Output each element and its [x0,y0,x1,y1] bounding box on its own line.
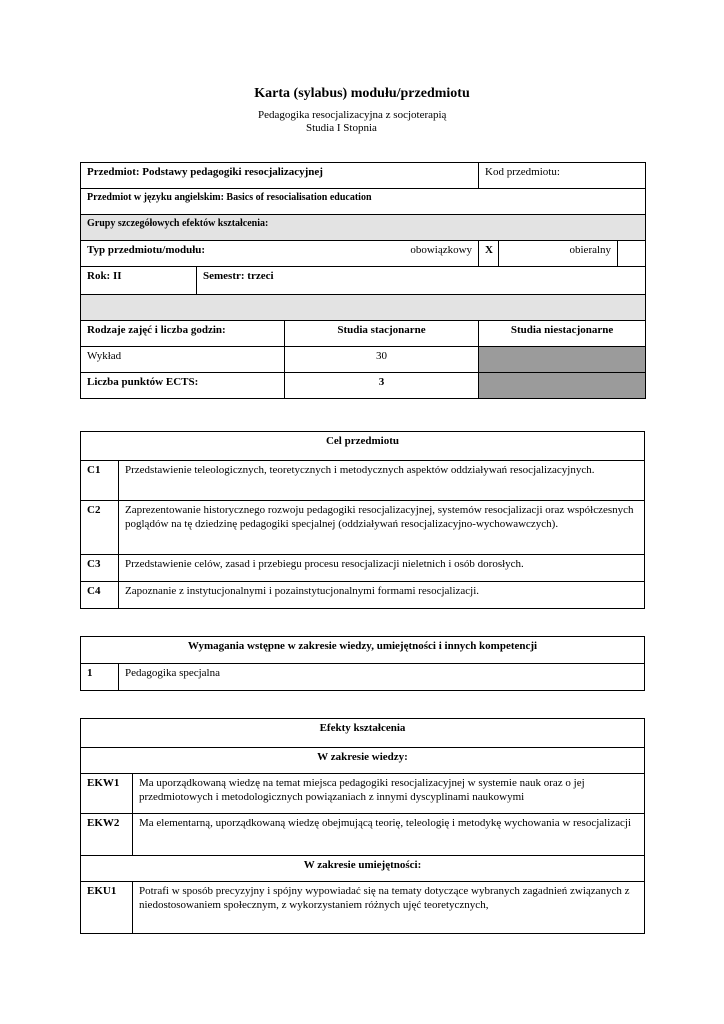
outcome-code: EKU1 [81,882,133,934]
lecture-part-time-cell [479,347,646,373]
gray-spacer-row [81,295,646,321]
requirements-header: Wymagania wstępne w zakresie wiedzy, umiejętności i innych kompetencji [81,637,645,664]
outcome-text: Ma elementarną, uporządkowaną wiedzę obejmującą teorię, teleologię i metodykę wychowania w resocjalizacji [133,814,645,856]
goal-code: C2 [81,501,119,555]
requirement-text: Pedagogika specjalna [119,664,645,691]
document-subtitle: Pedagogika resocjalizacyjna z socjoterapią [258,109,447,121]
goal-text: Zapoznanie z instytucjonalnymi i pozainstytucjonalnymi formami resocjalizacji. [119,582,645,609]
year: Rok: II [81,267,197,295]
requirement-code: 1 [81,664,119,691]
type-elective: obieralny [499,241,618,267]
full-time-header: Studia stacjonarne [285,321,479,347]
outcome-text: Potrafi w sposób precyzyjny i spójny wypowiadać się na tematy dotyczące wybranych zagadnień związanych z niedostosowaniem społecznym, z wykorzystaniem różnych ujęć teoretycznych, [133,882,645,934]
requirements-table [80,636,645,691]
subject-code-label: Kod przedmiotu: [479,163,646,189]
semester: Semestr: trzeci [197,267,646,295]
lecture-label: Wykład [81,347,285,373]
document-level: Studia I Stopnia [306,122,377,134]
part-time-header: Studia niestacjonarne [479,321,646,347]
type-mandatory-mark: X [479,241,499,267]
classes-label: Rodzaje zajęć i liczba godzin: [81,321,285,347]
knowledge-header: W zakresie wiedzy: [81,748,645,774]
ects-label: Liczba punktów ECTS: [81,373,285,399]
outcome-code: EKW1 [81,774,133,814]
outcome-code: EKW2 [81,814,133,856]
lecture-hours: 30 [285,347,479,373]
ects-part-time-cell [479,373,646,399]
subject-name: Przedmiot: Podstawy pedagogiki resocjalizacyjnej [81,163,479,189]
goal-text: Przedstawienie teleologicznych, teoretycznych i metodycznych aspektów oddziaływań resocjalizacyjnych. [119,461,645,501]
effect-groups: Grupy szczegółowych efektów kształcenia: [81,215,646,241]
goal-code: C1 [81,461,119,501]
goal-text: Przedstawienie celów, zasad i przebiegu procesu resocjalizacji nieletnich i osób dorosłych. [119,555,645,582]
type-mandatory: obowiązkowy [285,241,479,267]
outcome-text: Ma uporządkowaną wiedzę na temat miejsca pedagogiki resocjalizacyjnej w systemie nauk oraz o jej przedmiotowych i metodologicznych powiązaniach z innymi dyscyplinami naukowymi [133,774,645,814]
skills-header: W zakresie umiejętności: [81,856,645,882]
goal-code: C4 [81,582,119,609]
outcomes-header: Efekty kształcenia [81,719,645,748]
goal-code: C3 [81,555,119,582]
subject-info-table [80,162,646,399]
document-title: Karta (sylabus) modułu/przedmiotu [254,86,470,101]
goals-header: Cel przedmiotu [81,432,645,461]
outcomes-table [80,718,645,934]
goal-text: Zaprezentowanie historycznego rozwoju pedagogiki resocjalizacyjnej, systemów resocjalizacji oraz współczesnych poglądów na tę dziedzinę pedagogiki specjalnej (oddziaływań resocjalizacyjno-wychowawczych). [119,501,645,555]
type-label: Typ przedmiotu/modułu: [81,241,285,267]
type-elective-mark [618,241,646,267]
ects-value: 3 [285,373,479,399]
english-name: Przedmiot w języku angielskim: Basics of resocialisation education [81,189,646,215]
goals-table [80,431,645,609]
